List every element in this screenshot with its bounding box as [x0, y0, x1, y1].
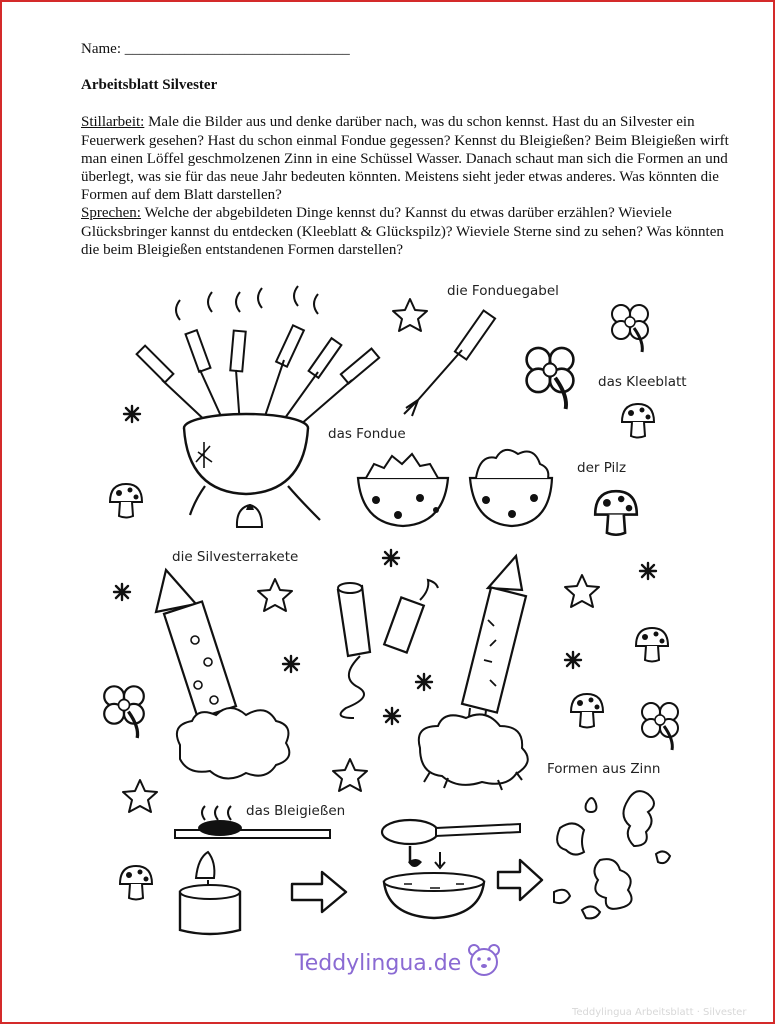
- arrow-illustration-1: [292, 872, 346, 912]
- mushroom-illustration-6: [120, 866, 152, 900]
- mushroom-illustration-4: [636, 628, 668, 662]
- mushroom-illustration-2: [110, 484, 142, 518]
- star-illustration-1: [393, 299, 427, 331]
- star-illustration-3: [565, 575, 599, 607]
- label-bleigiessen: das Bleigießen: [246, 803, 346, 819]
- clover-illustration-2: [527, 348, 574, 409]
- label-kleeblatt: das Kleeblatt: [598, 374, 687, 390]
- label-fonduegabel: die Fonduegabel: [447, 283, 559, 299]
- rocket-illustration-right: [419, 556, 528, 790]
- stillarbeit-text: Male die Bilder aus und denke darüber nach, was du schon kennst. Hast du an Silvester ein Feuerwerk gesehen? Hast du schon einmal Fondue gegessen? Kennst du Bleigießen? Beim Bleigießen wirft man einen Löffel geschmolzenen Zinn in eine Schüssel Wasser. Danach schaut man sich die Formen an und überlegt, was sie für das neue Jahr bedeuten könnten. Meistens sieht jeder etwas anderes. Was könnten die Formen auf dem Blatt darstellen?: [81, 114, 729, 204]
- worksheet-title: Arbeitsblatt Silvester: [81, 77, 218, 94]
- label-silvesterrakete: die Silvesterrakete: [172, 549, 299, 565]
- teddy-bear-icon: [469, 945, 499, 975]
- label-formen-aus-zinn: Formen aus Zinn: [547, 761, 661, 777]
- mushroom-illustration-3: [595, 491, 637, 535]
- spoon-bowl-illustration: [382, 820, 520, 918]
- name-blank: ______________________________: [124, 41, 350, 57]
- mushroom-illustration-1: [622, 404, 654, 438]
- fondue-bowls-illustration: [358, 450, 552, 526]
- arrow-illustration-2: [498, 860, 542, 900]
- label-pilz: der Pilz: [577, 460, 627, 476]
- stillarbeit-label: Stillarbeit:: [81, 114, 145, 131]
- bleigiessen-candle-illustration: [175, 806, 330, 934]
- party-popper-illustration: [338, 580, 438, 718]
- star-illustration-2: [258, 579, 292, 611]
- label-fondue: das Fondue: [328, 426, 406, 442]
- star-illustration-4: [333, 759, 367, 791]
- sprechen-label: Sprechen:: [81, 205, 141, 222]
- mushroom-illustration-5: [571, 694, 603, 728]
- clover-illustration-1: [612, 305, 648, 352]
- teddylingua-logo: [294, 945, 499, 976]
- clover-illustration-3: [104, 686, 144, 738]
- tin-shapes-illustration: [554, 791, 670, 918]
- star-illustration-5: [123, 780, 157, 812]
- logo-text: Teddylingua.de: [295, 951, 462, 976]
- name-label: Name:: [81, 41, 121, 57]
- fondue-pot-illustration: [137, 286, 380, 527]
- watermark-text: Teddylingua Arbeitsblatt · Silvester: [572, 1007, 747, 1018]
- clover-illustration-4: [642, 703, 678, 750]
- sprechen-text: Welche der abgebildeten Dinge kennst du? Kannst du etwas darüber erzählen? Wieviele Glücksbringer kannst du entdecken (Kleeblatt & Glückspilz)? Wieviele Sterne sind zu sehen? Was könnten die beim Bleigießen entstandenen Formen darstellen?: [81, 205, 724, 258]
